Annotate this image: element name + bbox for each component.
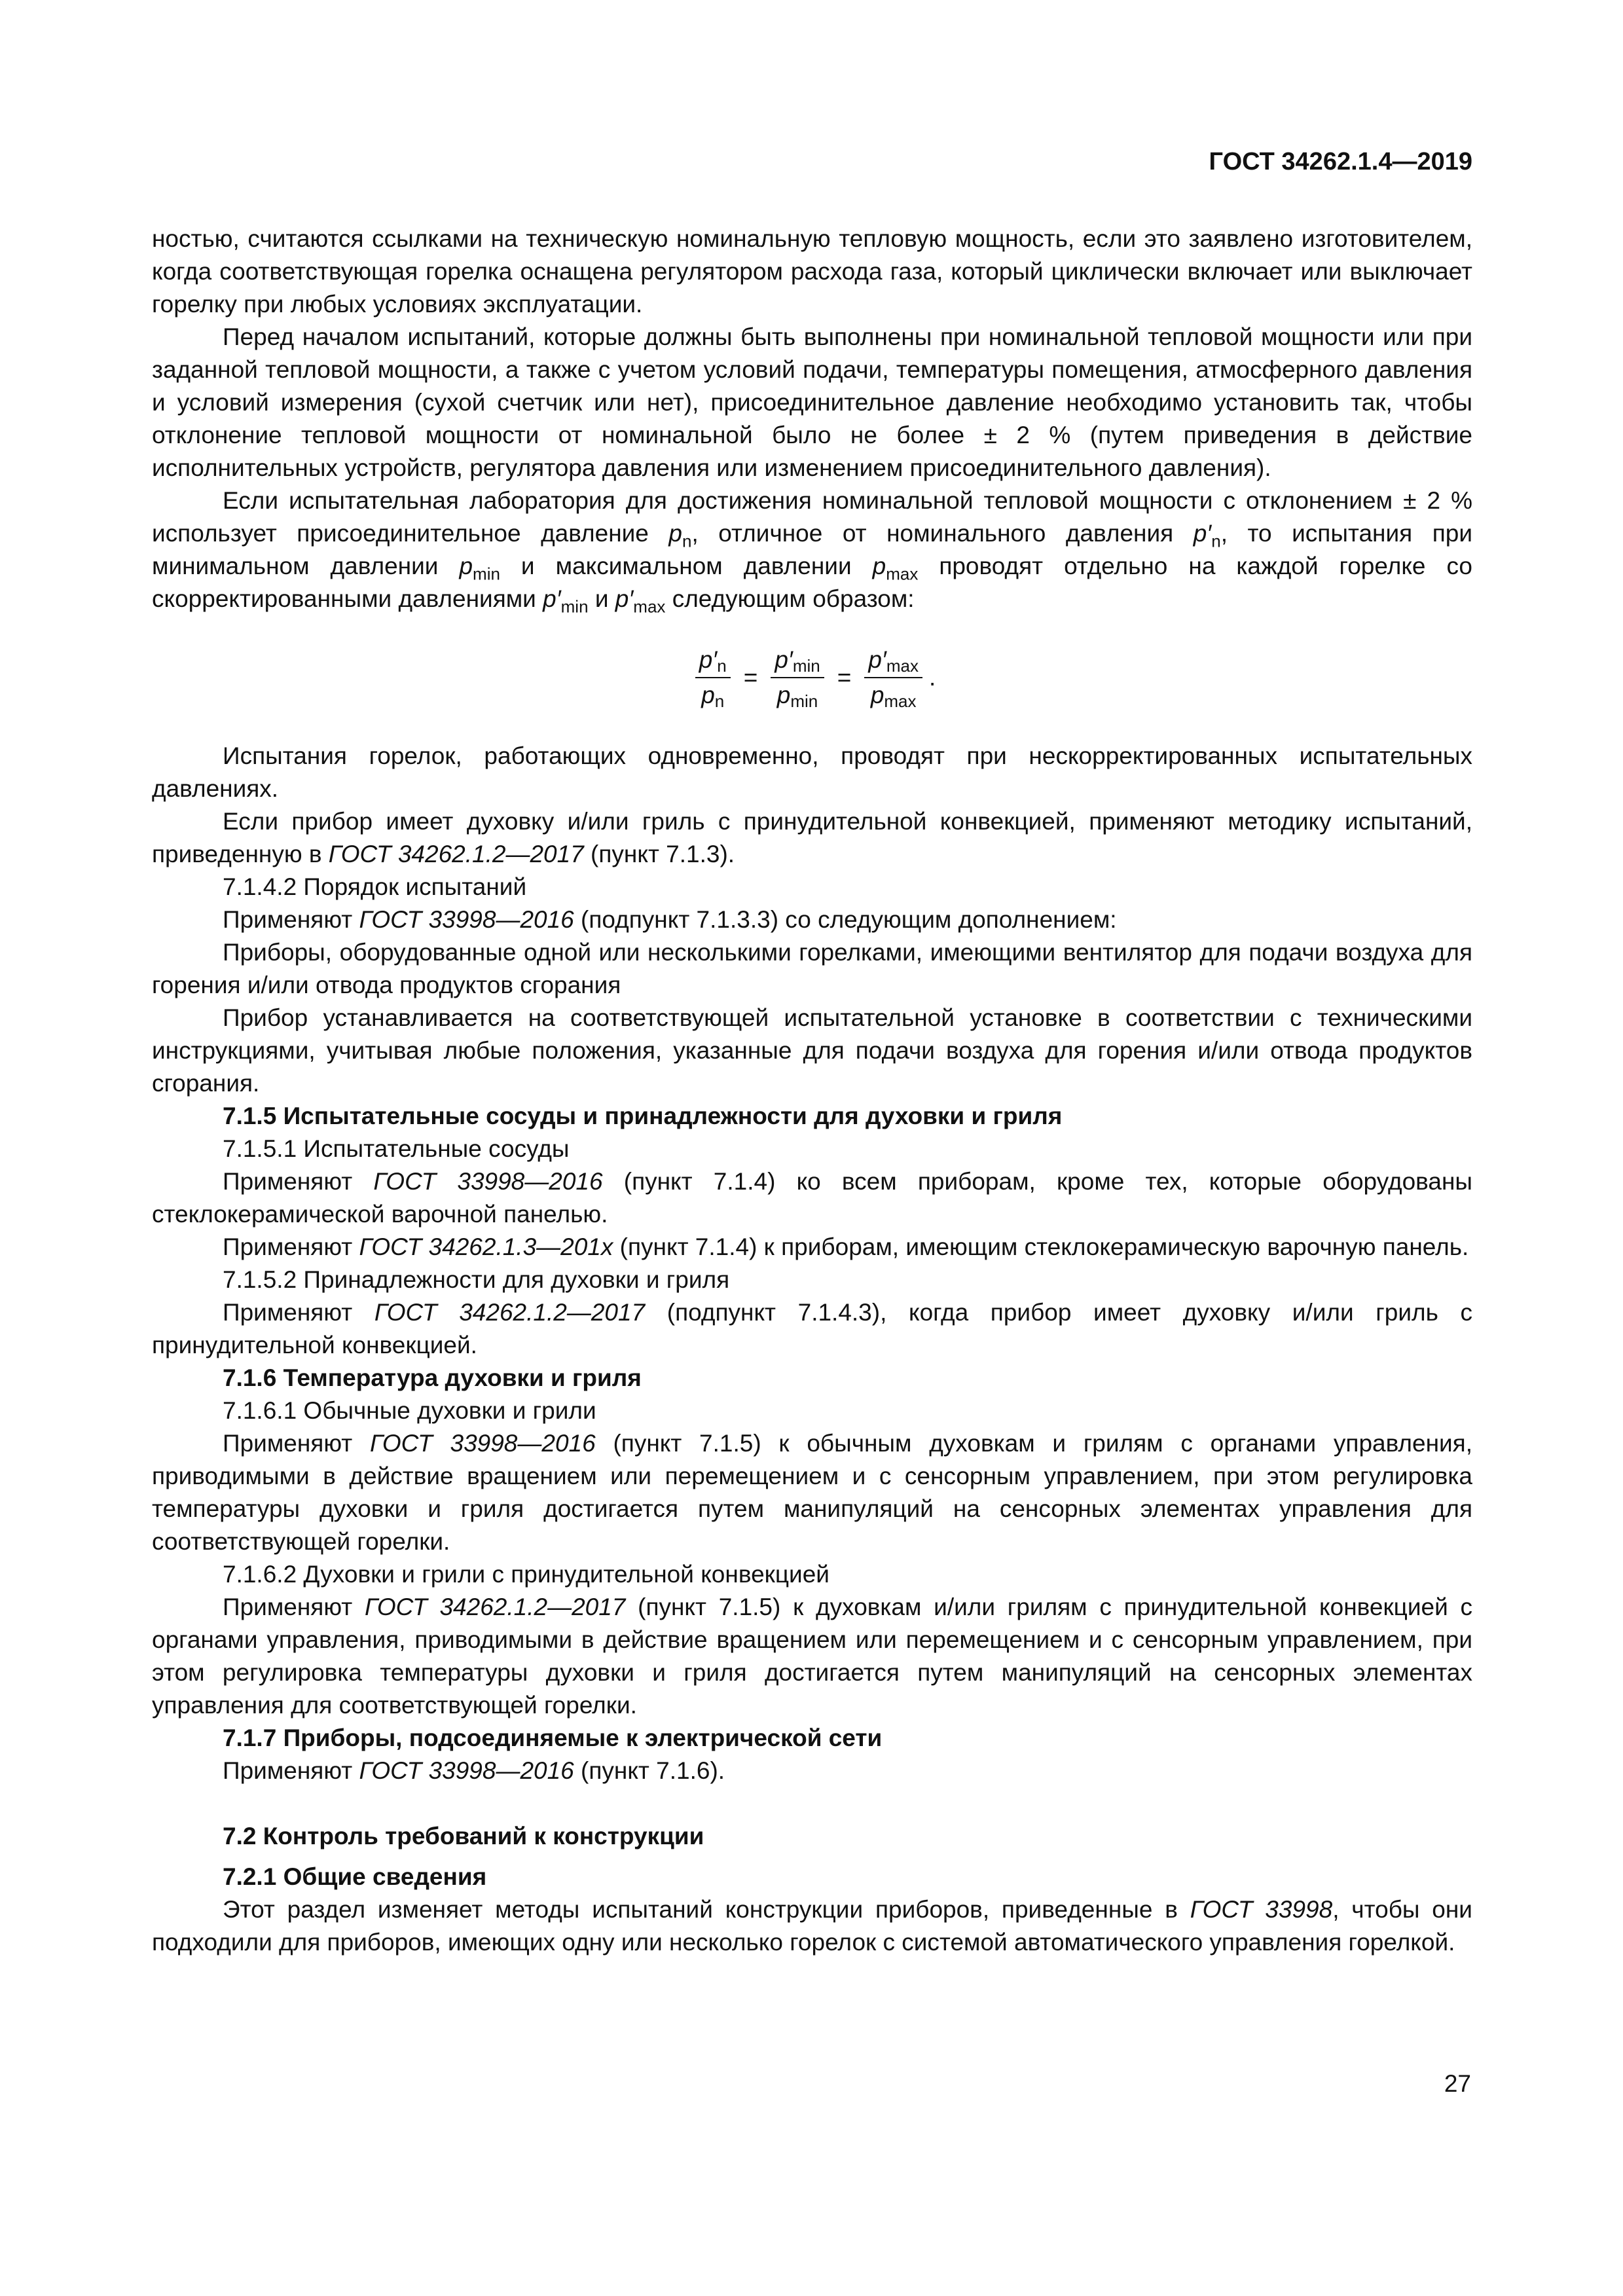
subsection-title: 7.1.5.1 Испытательные сосуды (223, 1135, 570, 1162)
standard-reference: ГОСТ 33998—2016 (369, 1430, 596, 1457)
fraction-max: $\frac{p'_{max}}{p_{max}}$ (864, 643, 922, 712)
paragraph: Если прибор имеет духовку и/или гриль с принудительной конвекцией, применяют методику испытаний, приведенную в ГОСТ 34262.1.2—2017 (пункт 7.1.3). (152, 808, 1472, 867)
paragraph: ностью, считаются ссылками на техническую номинальную тепловую мощность, если это заявлено изготовителем, когда соответствующая горелка оснащена регулятором расхода газа, который циклически включает или выключает горелку при любых условиях эксплуатации. (152, 225, 1472, 318)
paragraph: Применяют ГОСТ 34262.1.3—201x (пункт 7.1.4) к приборам, имеющим стеклокерамическую варочную панель. (223, 1233, 1469, 1260)
standard-reference: ГОСТ 34262.1.2—2017 (374, 1299, 646, 1326)
standard-reference: ГОСТ 34262.1.2—2017 (328, 841, 584, 867)
paragraph: Перед началом испытаний, которые должны быть выполнены при номинальной тепловой мощности или при заданной тепловой мощности, а также с учетом условий подачи, температуры помещения, атмосферного давления и условий измерения (сухой счетчик или нет), присоединительное давление необходимо установить так, чтобы отклонение тепловой мощности от номинальной было не более ± 2 % (путем приведения в действие исполнительных устройств, регулятора давления или изменением присоединительного давления). (152, 323, 1472, 481)
page-number: 27 (1444, 2070, 1471, 2097)
section-heading-7-2-1: 7.2.1 Общие сведения (223, 1863, 487, 1890)
section-heading-7-1-6: 7.1.6 Температура духовки и гриля (223, 1364, 642, 1391)
paragraph: Применяют ГОСТ 33998—2016 (пункт 7.1.6). (223, 1757, 725, 1784)
standard-reference: ГОСТ 34262.1.2—2017 (364, 1594, 626, 1620)
paragraph: Прибор устанавливается на соответствующей испытательной установке в соответствии с техническими инструкциями, учитывая любые положения, указанные для подачи воздуха для горения и/или отвода продуктов сгорания. (152, 1004, 1472, 1097)
paragraph: Если испытательная лаборатория для достижения номинальной тепловой мощности с отклонением ± 2 % использует присоединительное давление $p_n$, отличное от номинального давления $p'_n$, то испытания при минимальном давлении $p_{min}$ и максимальном давлении $p_{max}$ проводят отдельно на каждой горелке со скорректированными давлениями $p'_{min}$ и $p'_{max}$ следующим образом: (152, 487, 1473, 617)
paragraph: Применяют ГОСТ 34262.1.2—2017 (подпункт 7.1.4.3), когда прибор имеет духовку и/или гриль с принудительной конвекцией. (152, 1299, 1472, 1358)
standard-reference: ГОСТ 34262.1.3—201x (359, 1233, 613, 1260)
standard-reference: ГОСТ 33998—2016 (359, 906, 574, 933)
standard-reference: ГОСТ 33998 (1190, 1896, 1333, 1923)
paragraph: Применяют ГОСТ 33998—2016 (подпункт 7.1.3.3) со следующим дополнением: (223, 906, 1117, 933)
pressure-ratio-formula: $\frac{p'_n}{p_n}$ = $\frac{p'_{min}}{p_{min}}$ = $\frac{p'_{max}}{p_{max}}$ . (152, 615, 1472, 740)
section-heading-7-1-7: 7.1.7 Приборы, подсоединяемые к электрической сети (223, 1724, 883, 1751)
section-heading-7-2: 7.2 Контроль требований к конструкции (223, 1823, 704, 1850)
paragraph: Приборы, оборудованные одной или несколькими горелками, имеющими вентилятор для подачи воздуха для горения и/или отвода продуктов сгорания (152, 939, 1472, 998)
paragraph: Этот раздел изменяет методы испытаний конструкции приборов, приведенные в ГОСТ 33998, чтобы они подходили для приборов, имеющих одну или несколько горелок с системой автоматического управления горелкой. (152, 1896, 1472, 1956)
paragraph: Применяют ГОСТ 34262.1.2—2017 (пункт 7.1.5) к духовкам и/или грилям с принудительной конвекцией с органами управления, приводимыми в действие вращением или перемещением и с сенсорным управлением, при этом регулировка температуры духовки и гриля достигается путем манипуляций на сенсорных элементах управления для соответствующей горелки. (152, 1594, 1472, 1719)
fraction-min: $\frac{p'_{min}}{p_{min}}$ (771, 643, 824, 712)
document-body (152, 223, 1472, 1959)
standard-reference: ГОСТ 33998—2016 (359, 1757, 574, 1784)
document-header: ГОСТ 34262.1.4—2019 (1209, 148, 1472, 175)
paragraph: Испытания горелок, работающих одновременно, проводят при нескорректированных испытательных давлениях. (152, 742, 1472, 802)
fraction-n: $\frac{p'_n}{p_n}$ (695, 643, 731, 712)
subsection-title: 7.1.4.2 Порядок испытаний (223, 873, 527, 900)
standard-reference: ГОСТ 33998—2016 (373, 1168, 603, 1195)
subsection-title: 7.1.6.1 Обычные духовки и грили (223, 1397, 596, 1424)
subsection-title: 7.1.6.2 Духовки и грили с принудительной конвекцией (223, 1561, 830, 1588)
paragraph: Применяют ГОСТ 33998—2016 (пункт 7.1.5) к обычным духовкам и грилям с органами управления, приводимыми в действие вращением или перемещением и с сенсорным управлением, при этом регулировка температуры духовки и гриля достигается путем манипуляций на сенсорных элементах управления для соответствующей горелки. (152, 1430, 1472, 1555)
section-heading-7-1-5: 7.1.5 Испытательные сосуды и принадлежности для духовки и гриля (223, 1102, 1063, 1129)
subsection-title: 7.1.5.2 Принадлежности для духовки и гриля (223, 1266, 730, 1293)
paragraph: Применяют ГОСТ 33998—2016 (пункт 7.1.4) ко всем приборам, кроме тех, которые оборудованы стеклокерамической варочной панелью. (152, 1168, 1472, 1228)
